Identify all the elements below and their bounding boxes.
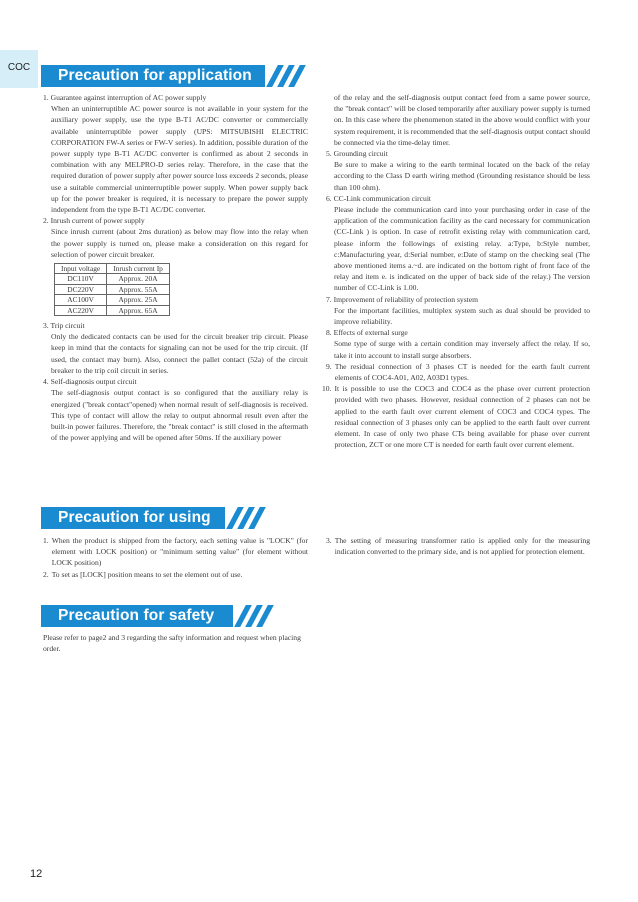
- application-item-5: [326, 148, 590, 193]
- using-item-3: [326, 535, 590, 557]
- item-body: Please include the communication card into your purchasing order in case of the application of the communication facility as the card necessary for communication (CC-Link ) is option. In case of retrofit existing relay with communication card, please inform the followings of existing relay. a:Type, b:Style number, c:Manufacturing year, d:Serial number, e:Date of stamp on the checking seal (The above mentioned items a.~d. are indicated on the bottom right of front face of the relay and item e. is indicated on the upper of back side of the relay.) The version number of CC-Link is 1.00.: [334, 205, 590, 293]
- section-tab: [0, 50, 38, 88]
- item-number: 6.: [326, 193, 332, 203]
- page-number: 12: [30, 868, 43, 880]
- table-cell: Approx. 25A: [107, 295, 170, 305]
- application-item-1: [43, 92, 308, 215]
- table-cell: Approx. 20A: [107, 274, 170, 284]
- inrush-current-table: [54, 263, 170, 316]
- application-item-3: [43, 320, 308, 376]
- using-left-column: [43, 535, 308, 580]
- item-heading: When the product is shipped from the factory, each setting value is "LOCK" (for element with LOCK position) or "minimum setting value" (for element without LOCK position): [51, 536, 308, 568]
- table-cell: Approx. 55A: [107, 284, 170, 294]
- using-item-2: [43, 569, 308, 580]
- item-heading: Self-diagnosis output circuit: [50, 377, 137, 387]
- application-item-2: [43, 215, 308, 260]
- table-row: [55, 274, 170, 284]
- item-number: 3.: [326, 536, 332, 545]
- heading-application: [41, 65, 300, 87]
- table-header-cell: Inrush current Ip: [107, 264, 170, 274]
- safety-text: Please refer to page2 and 3 regarding the safty information and request when placing order.: [43, 633, 301, 653]
- application-item-6: [326, 193, 590, 294]
- item-number: 2.: [43, 569, 49, 579]
- item-heading: The setting of measuring transformer ratio is applied only for the measuring indication converted to the primary side, and is not applied for protection element.: [334, 536, 590, 557]
- application-left-column: [43, 92, 308, 443]
- table-cell: Approx. 65A: [107, 305, 170, 315]
- item-heading: CC-Link communication circuit: [333, 193, 432, 203]
- heading-safety: [41, 605, 268, 627]
- heading-slashes-decoration: [235, 605, 268, 627]
- item-number: 5.: [326, 149, 332, 159]
- table-header-cell: Input voltage: [55, 264, 107, 274]
- item-heading: Improvement of reliability of protection system: [333, 294, 479, 304]
- using-item-1: [43, 535, 308, 569]
- heading-using-title: Precaution for using: [41, 507, 225, 529]
- continued-text: of the relay and the self-diagnosis output contact feed from a same power source, the "break contact" will be closed temporarily after auxiliary power supply is turned on. In this case where the phenomenon stated in the above would conflict with your system requirement, it is recommended that the self-diagnosis output contact should be connected via the time-delay timer.: [334, 93, 590, 147]
- application-item-7: [326, 294, 590, 328]
- application-item-10: [322, 383, 590, 450]
- table-header-row: [55, 264, 170, 274]
- item-body: Some type of surge with a certain condition may inversely affect the relay. If so, take it into account to install surge absorbers.: [334, 339, 590, 360]
- item-body: The self-diagnosis output contact is so configured that the auxiliary relay is energized ("break contact"opened) when normal result of self-diagnosis is received. This type of contact will allow the relay to output abnormal result even after the built-in power failures. Therefore, the "break contact" is still closed in the aftermath of the power applying and will be opened after 50ms. If the auxiliary power: [51, 388, 308, 443]
- item-heading: The residual connection of 3 phases CT is needed for the earth fault current elements of COC4-A01, A02, A03D1 types.: [334, 361, 590, 383]
- item-heading: Grounding circuit: [333, 149, 388, 159]
- item-body: Only the dedicated contacts can be used for the circuit breaker trip circuit. Please keep in mind that the contacts for signaling can not be used for the trip circuit. (If used, the contact may burn). Also, connect the pallet contact (52a) of the circuit breaker to the trip coil circuit in series.: [51, 332, 308, 375]
- section-tab-label: COC: [7, 62, 31, 73]
- item-number: 1.: [43, 93, 49, 102]
- item-number: 1.: [43, 536, 49, 545]
- application-item-9: [326, 361, 590, 383]
- item-number: 7.: [326, 294, 332, 304]
- table-row: [55, 305, 170, 315]
- item-number: 2.: [43, 216, 49, 226]
- item-number: 3.: [43, 321, 49, 331]
- table-cell: AC100V: [55, 295, 107, 305]
- table-row: [55, 295, 170, 305]
- item-body: When an uninterruptible AC power source is not available in your system for the auxiliary power supply, use the type B-T1 AC/DC converter or commercially available uninterruptible power supply (UPS: MITSUBISHI ELECTRIC CORPORATION FW-A series or FW-V series). In addition, possible duration of the power supply type B-T1 AC/DC converter is confirmed as about 2 seconds in combination with any MELPRO-D series relay. Therefore, in the case that the required duration of power supply after power source loss exceeds 2 seconds, please use a suitable commercial uninterruptible power supply. When power supply back up for the power breaker is required, it is necessary to prepare the power supply independent from the type B-T1 AC/DC converter.: [51, 104, 308, 215]
- heading-slashes-decoration: [227, 507, 260, 529]
- heading-application-title: Precaution for application: [41, 65, 265, 87]
- table-cell: DC110V: [55, 274, 107, 284]
- item-number: 4.: [43, 377, 49, 387]
- heading-using: [41, 507, 260, 529]
- item-heading: To set as [LOCK] position means to set the element out of use.: [51, 569, 243, 579]
- item-heading: Inrush current of power supply: [50, 216, 145, 226]
- item-number: 10.: [322, 384, 332, 394]
- using-right-column: [326, 535, 590, 557]
- application-item-4: [43, 376, 308, 443]
- heading-safety-title: Precaution for safety: [41, 605, 233, 627]
- item-number: 8.: [326, 328, 332, 338]
- application-right-column: [322, 92, 590, 451]
- item-body: For the important facilities, multiplex system such as dual should be provided to improve reliability.: [334, 305, 590, 327]
- item-heading: Effects of external surge: [333, 328, 408, 338]
- item-body: Since inrush current (about 2ms duration) as below may flow into the relay when the power supply is turned on, please make a consideration on this regard for selection of power circuit breaker.: [51, 227, 308, 259]
- application-item-8: [326, 327, 590, 361]
- item-number: 9.: [326, 361, 332, 371]
- table-row: [55, 284, 170, 294]
- item-heading: It is possible to use the COC3 and COC4 as the phase over current protection provided with two phases. However, residual connection of 2 phases can not be applied to the earth fault over current element of COC3 and COC4 types. The residual connection of 3 phases only can be applied to the earth fault over current element. In case of only two phase CTs being available for phase over current protection, ZCT or one more CT is needed for earth fault over current element.: [334, 384, 590, 450]
- table-cell: AC220V: [55, 305, 107, 315]
- heading-slashes-decoration: [267, 65, 300, 87]
- table-cell: DC220V: [55, 284, 107, 294]
- item-body: Be sure to make a wiring to the earth terminal located on the back of the relay according to the Class D earth wiring method (Grounding resistance should be less than 100 ohm).: [334, 160, 590, 192]
- item-heading: Guarantee against interruption of AC power supply: [50, 93, 207, 102]
- item-heading: Trip circuit: [50, 321, 85, 331]
